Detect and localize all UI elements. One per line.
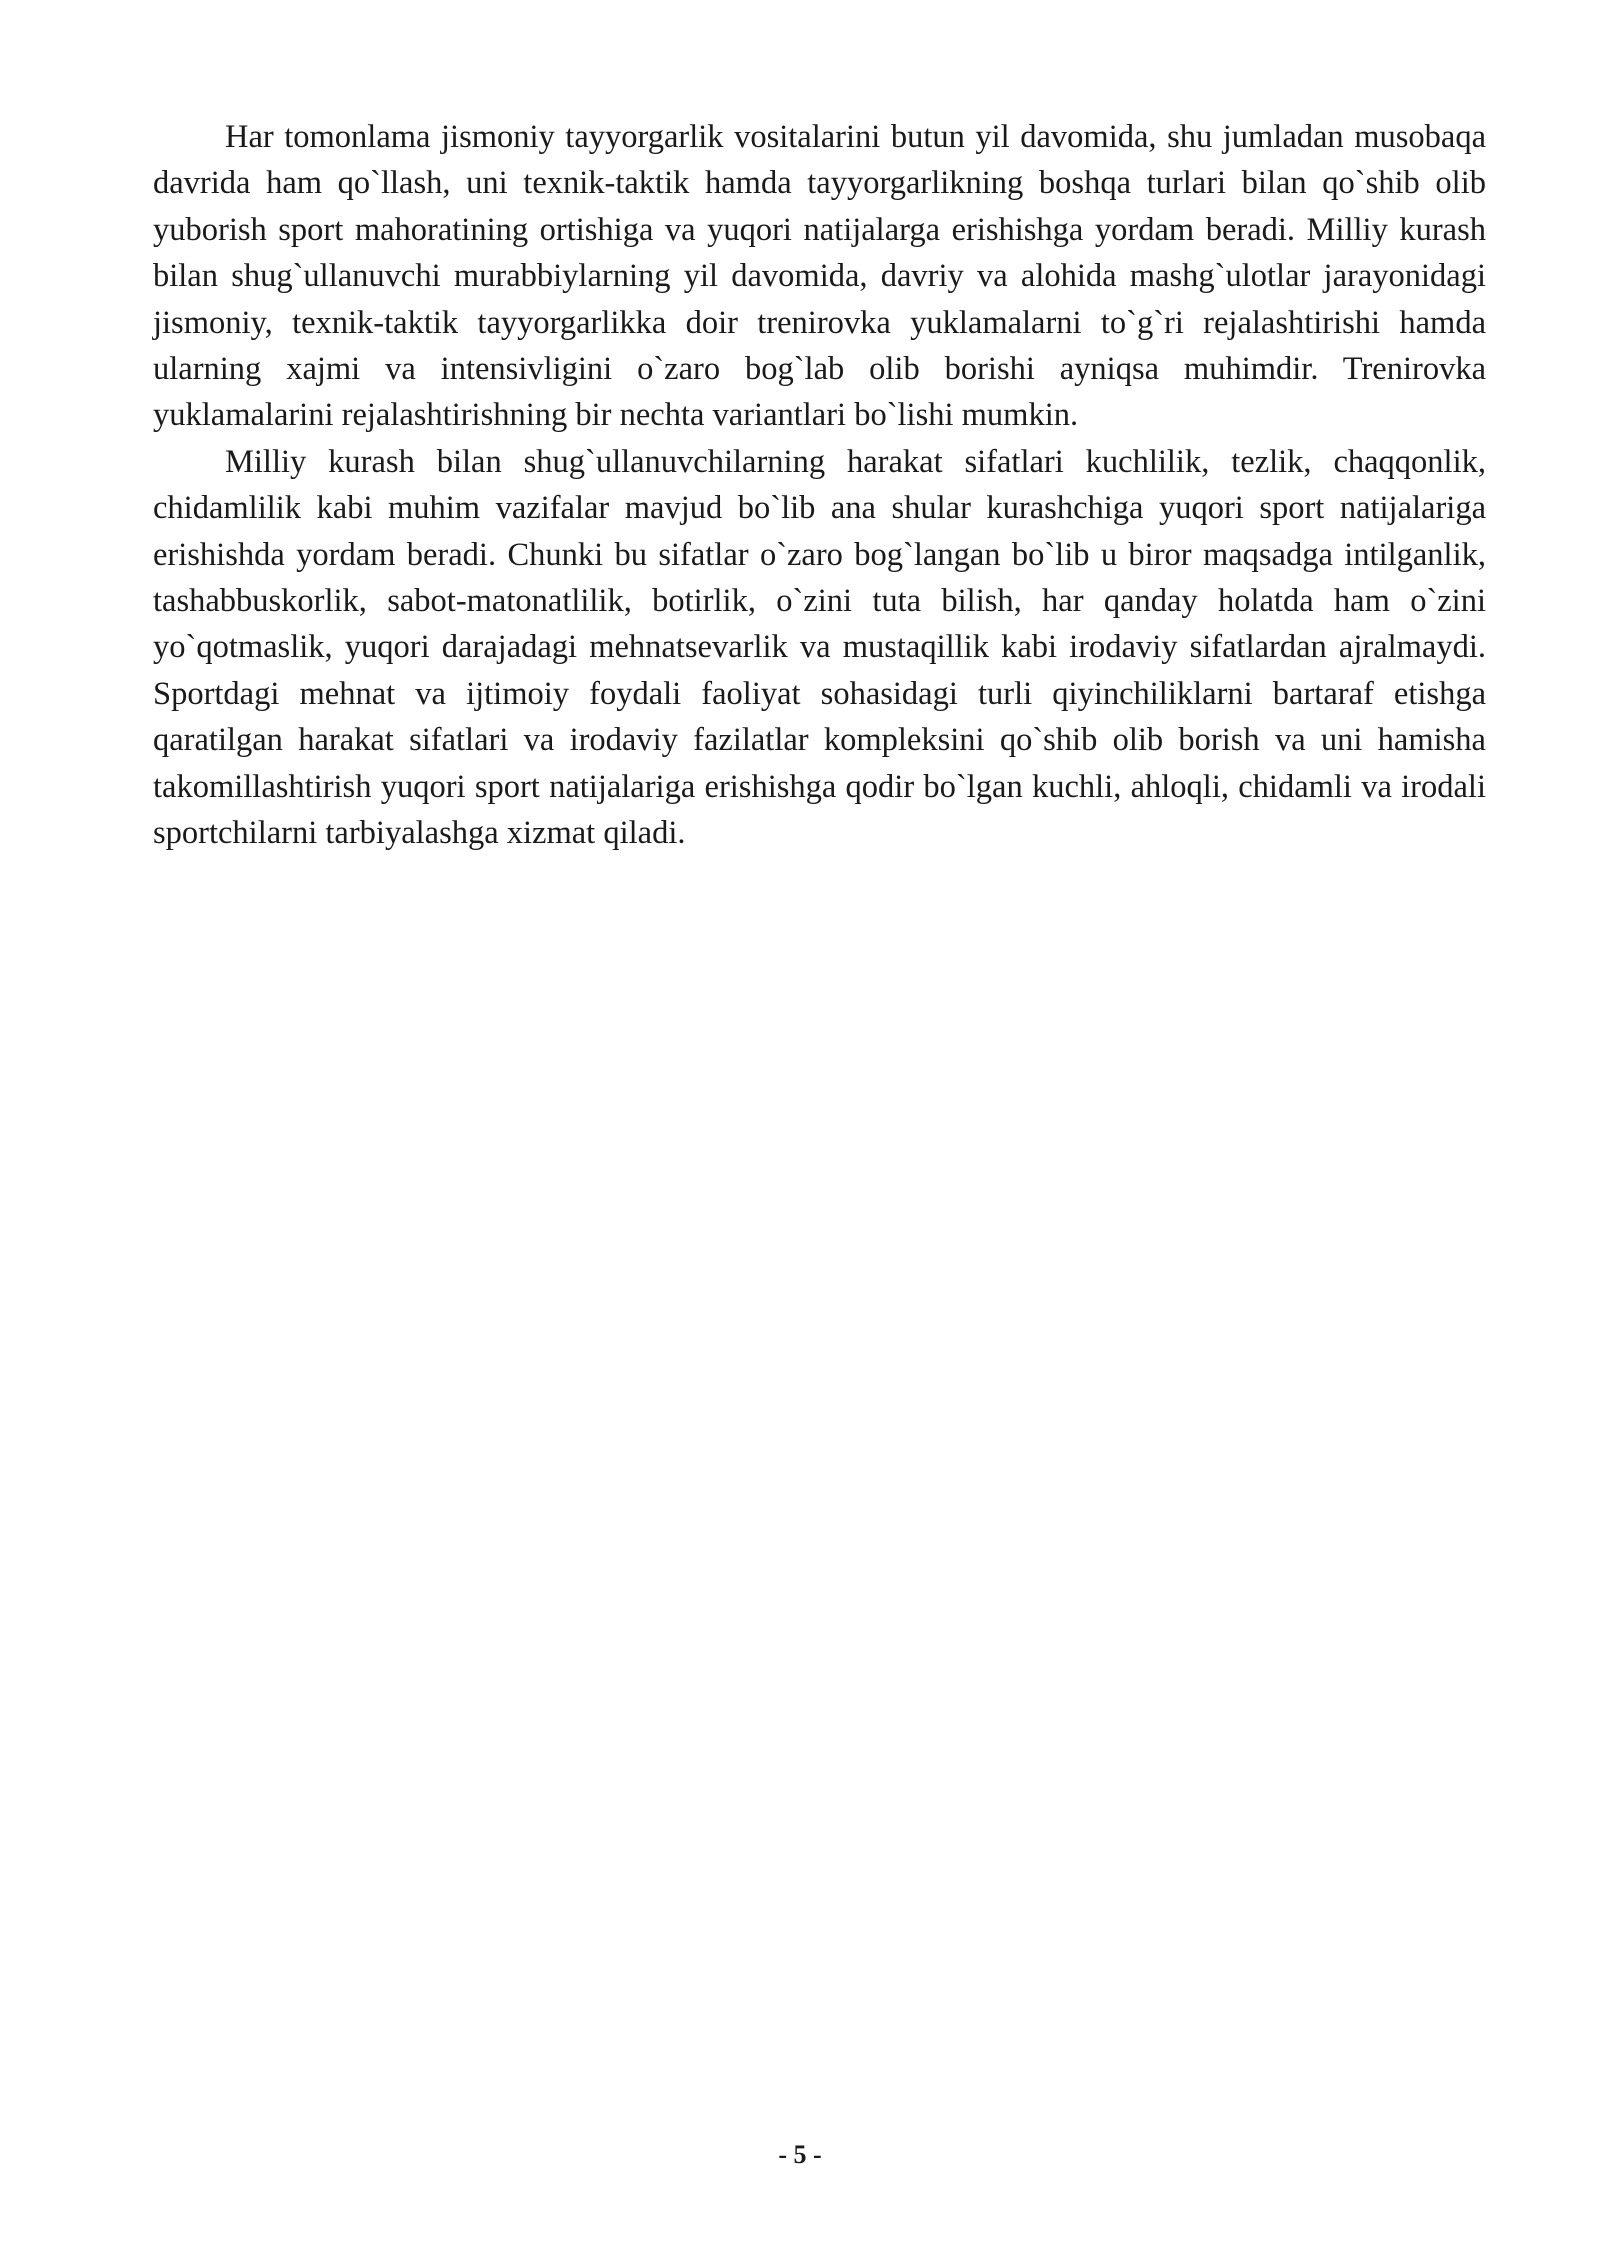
document-body xyxy=(153,114,1486,857)
page-number: - 5 - xyxy=(778,2140,822,2169)
paragraph-2: Milliy kurash bilan shug`ullanuvchilarning harakat sifatlari kuchlilik, tezlik, chaqqonlik, chidamlilik kabi muhim vazifalar mavjud bo`lib ana shular kurashchiga yuqori sport natijalariga erishishda yordam beradi. Chunki bu sifatlar o`zaro bog`langan bo`lib u biror maqsadga intilganlik, tashabbuskorlik, sabot-matonatlilik, botirlik, o`zini tuta bilish, har qanday holatda ham o`zini yo`qotmaslik, yuqori darajadagi mehnatsevarlik va mustaqillik kabi irodaviy sifatlardan ajralmaydi. Sportdagi mehnat va ijtimoiy foydali faoliyat sohasidagi turli qiyinchiliklarni bartaraf etishga qaratilgan harakat sifatlari va irodaviy fazilatlar kompleksini qo`shib olib borish va uni hamisha takomillashtirish yuqori sport natijalariga erishishga qodir bo`lgan kuchli, ahloqli, chidamli va irodali sportchilarni tarbiyalashga xizmat qiladi. xyxy=(153,443,1486,852)
paragraph-1: Har tomonlama jismoniy tayyorgarlik vositalarini butun yil davomida, shu jumladan musobaqa davrida ham qo`llash, uni texnik-taktik hamda tayyorgarlikning boshqa turlari bilan qo`shib olib yuborish sport mahoratining ortishiga va yuqori natijalarga erishishga yordam beradi. Milliy kurash bilan shug`ullanuvchi murabbiylarning yil davomida, davriy va alohida mashg`ulotlar jarayonidagi jismoniy, texnik-taktik tayyorgarlikka doir trenirovka yuklamalarni to`g`ri rejalashtirishi hamda ularning xajmi va intensivligini o`zaro bog`lab olib borishi ayniqsa muhimdir. Trenirovka yuklamalarini rejalashtirishning bir nechta variantlari bo`lishi mumkin. xyxy=(153,119,1486,434)
